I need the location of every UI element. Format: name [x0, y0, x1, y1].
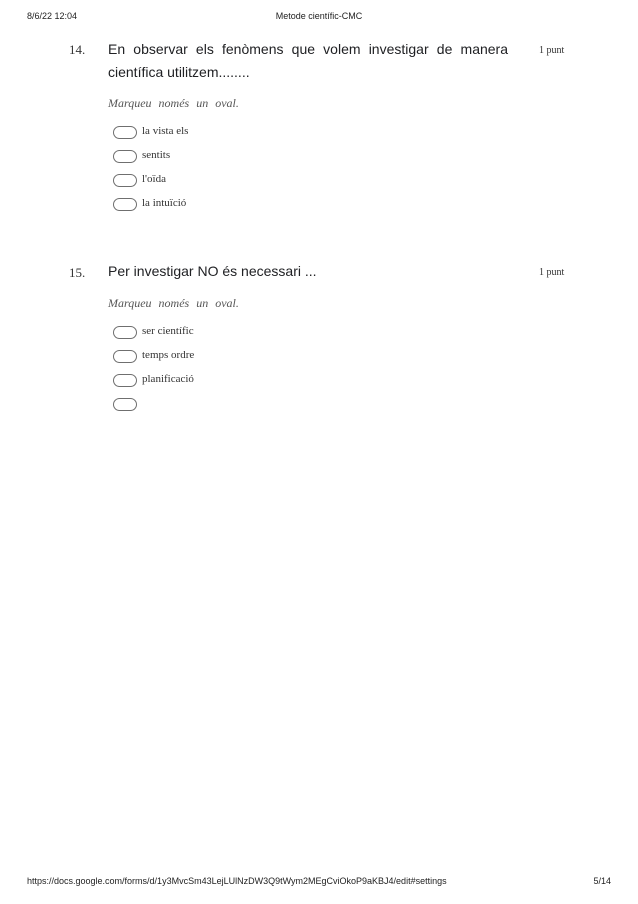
radio-option[interactable]	[113, 198, 413, 212]
option-label: la intuïció	[142, 197, 187, 209]
question-instruction: Marqueu només un oval.	[108, 96, 239, 110]
print-header	[27, 11, 611, 25]
question-number: 15.	[69, 265, 86, 280]
question-instruction: Marqueu només un oval.	[108, 296, 239, 310]
option-label: temps ordre	[142, 349, 195, 361]
print-footer	[27, 876, 611, 890]
radio-oval[interactable]	[113, 326, 137, 339]
radio-option[interactable]	[113, 174, 413, 188]
radio-option[interactable]	[113, 126, 413, 140]
option-label: sentits	[142, 149, 171, 161]
document-title: Metode científic-CMC	[275, 11, 363, 21]
question-text: Per investigar NO és necessari ...	[108, 263, 317, 279]
page-number: 5/14	[593, 876, 611, 886]
radio-oval[interactable]	[113, 150, 137, 163]
radio-option[interactable]	[113, 374, 413, 388]
question-points: 1 punt	[539, 267, 565, 278]
radio-option[interactable]	[113, 350, 413, 364]
radio-oval[interactable]	[113, 198, 137, 211]
question-points: 1 punt	[539, 45, 565, 56]
option-label: ser científic	[142, 325, 194, 337]
radio-option[interactable]	[113, 150, 413, 164]
print-date: 8/6/22 12:04	[27, 11, 78, 21]
radio-oval[interactable]	[113, 374, 137, 387]
radio-oval[interactable]	[113, 350, 137, 363]
radio-option[interactable]	[113, 398, 413, 412]
radio-oval[interactable]	[113, 174, 137, 187]
question-number: 14.	[69, 42, 86, 57]
radio-option[interactable]	[113, 326, 413, 340]
question-text: En observar els fenòmens que volem investigar de manera científica utilitzem........	[108, 41, 508, 80]
option-label: l'oïda	[142, 173, 166, 185]
radio-oval[interactable]	[113, 398, 137, 411]
page-url: https://docs.google.com/forms/d/1y3MvcSm43LejLUlNzDW3Q9tWym2MEgCviOkoP9aKBJ4/edit#settings	[27, 876, 447, 886]
option-label: planificació	[142, 373, 194, 385]
option-label: la vista els	[142, 125, 189, 137]
radio-oval[interactable]	[113, 126, 137, 139]
